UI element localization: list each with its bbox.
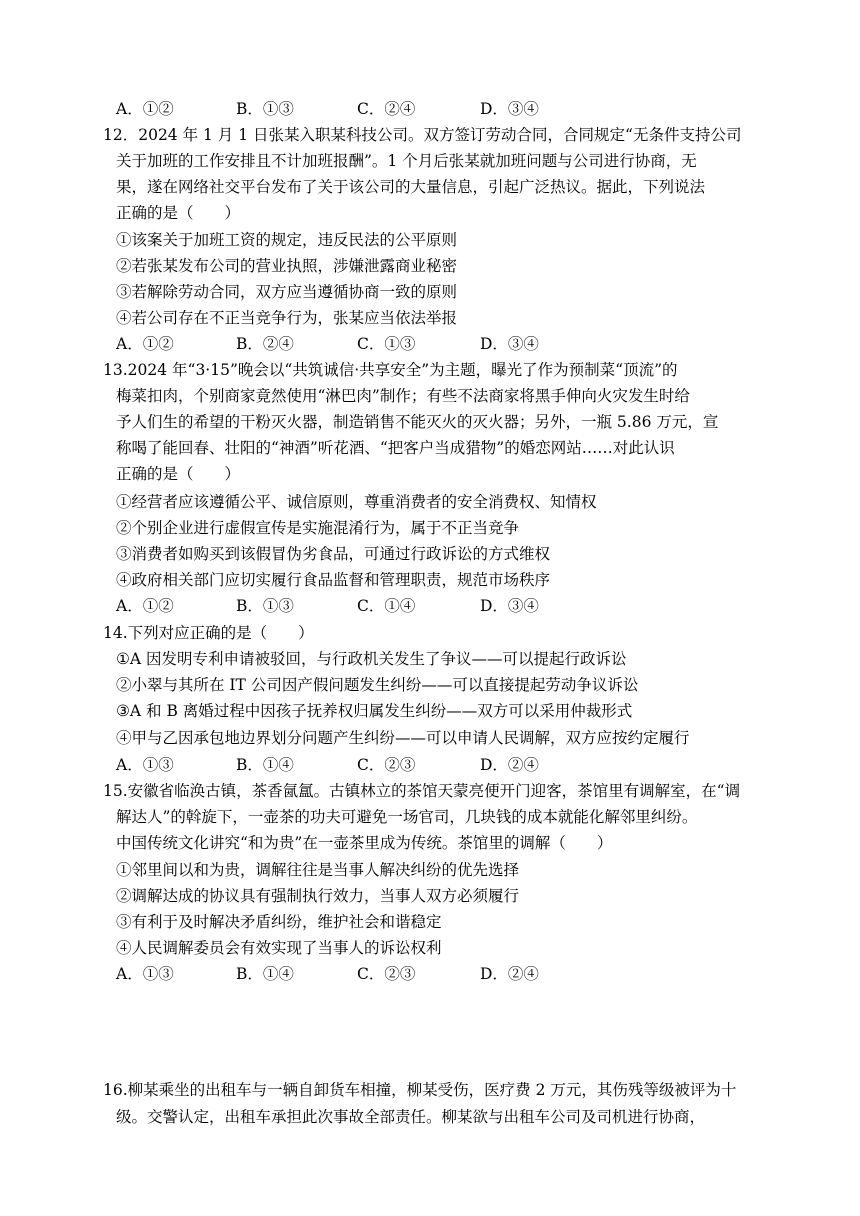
q12-stem-line: 关于加班的工作安排且不计加班报酬”。1 个月后张某就加班问题与公司进行协商，无	[116, 152, 697, 170]
q12-stem-line: 12．2024 年 1 月 1 日张某入职某科技公司。双方签订劳动合同，合同规定“无条件支持公司	[103, 126, 742, 144]
option-d: D．②④	[480, 756, 539, 774]
q15-stem-line: 中国传统文化讲究“和为贵”在一壶茶里成为传统。茶馆里的调解（ ）	[116, 834, 613, 852]
q12-item: ③若解除劳动合同，双方应当遵循协商一致的原则	[116, 283, 458, 301]
q14-item: ③A 和 B 离婚过程中因孩子抚养权归属发生纠纷——双方可以采用仲裁形式	[116, 702, 633, 720]
q12-item: ②若张某发布公司的营业执照，涉嫌泄露商业秘密	[116, 257, 458, 275]
option-c: C．②③	[357, 965, 416, 983]
option-c: C．②③	[357, 756, 416, 774]
option-b: B．①③	[236, 100, 294, 118]
q15-stem-line: 15.安徽省临涣古镇，茶香氤氲。古镇林立的茶馆天蒙亮便开门迎客，茶馆里有调解室，在“调	[103, 782, 741, 800]
q12-item: ④若公司存在不正当竞争行为，张某应当依法举报	[116, 309, 458, 327]
option-d: D．③④	[480, 100, 539, 118]
option-d: D．③④	[480, 597, 539, 615]
q15-item: ④人民调解委员会有效实现了当事人的诉讼权利	[116, 939, 442, 957]
q16-stem-line: 16.柳某乘坐的出租车与一辆自卸货车相撞，柳某受伤，医疗费 2 万元，其伤残等级被评为十	[103, 1081, 737, 1099]
option-b: B．②④	[236, 335, 294, 353]
option-a: A．①③	[116, 756, 174, 774]
option-b: B．①④	[236, 965, 294, 983]
q13-stem-line: 予人们生的希望的干粉灭火器，制造销售不能灭火的灭火器；另外，一瓶 5.86 万元，宣	[116, 413, 719, 431]
option-b: B．①③	[236, 597, 294, 615]
option-d: D．②④	[480, 965, 539, 983]
q13-item: ④政府相关部门应切实履行食品监督和管理职责，规范市场秩序	[116, 571, 551, 589]
q12-stem-line: 果，遂在网络社交平台发布了关于该公司的大量信息，引起广泛热议。据此，下列说法	[116, 178, 706, 196]
option-c: C．①④	[357, 597, 416, 615]
q13-stem-line: 13.2024 年“3·15”晚会以“共筑诚信·共享安全”为主题，曝光了作为预制菜“顶流”的	[103, 361, 678, 379]
q12-item: ①该案关于加班工资的规定，违反民法的公平原则	[116, 231, 458, 249]
q13-stem-line: 正确的是（ ）	[116, 465, 241, 483]
option-a: A．①②	[116, 100, 174, 118]
q15-item: ③有利于及时解决矛盾纠纷，维护社会和谐稳定	[116, 913, 442, 931]
option-a: A．①②	[116, 597, 174, 615]
q14-item: ①A 因发明专利申请被驳回，与行政机关发生了争议——可以提起行政诉讼	[116, 650, 627, 668]
option-a: A．①③	[116, 965, 174, 983]
q13-stem-line: 称喝了能回春、壮阳的“神酒”听花酒、“把客户当成猎物”的婚恋网站……对此认识	[116, 439, 675, 457]
option-c: C．①③	[357, 335, 416, 353]
q13-stem-line: 梅菜扣肉，个别商家竟然使用“淋巴肉”制作；有些不法商家将黑手伸向火灾发生时给	[116, 387, 690, 405]
option-c: C．②④	[357, 100, 416, 118]
q12-stem-line: 正确的是（ ）	[116, 204, 241, 222]
q15-stem-line: 解达人”的斡旋下，一壶茶的功夫可避免一场官司，几块钱的成本就能化解邻里纠纷。	[116, 808, 698, 826]
option-a: A．①②	[116, 335, 174, 353]
q13-item: ③消费者如购买到该假冒伪劣食品，可通过行政诉讼的方式维权	[116, 545, 551, 563]
option-b: B．①④	[236, 756, 294, 774]
q13-item: ①经营者应该遵循公平、诚信原则，尊重消费者的安全消费权、知情权	[116, 493, 597, 511]
q14-item: ②小翠与其所在 IT 公司因产假问题发生纠纷——可以直接提起劳动争议诉讼	[116, 676, 639, 694]
q13-item: ②个别企业进行虚假宣传是实施混淆行为，属于不正当竞争	[116, 519, 520, 537]
option-d: D．③④	[480, 335, 539, 353]
q15-item: ②调解达成的协议具有强制执行效力，当事人双方必须履行	[116, 887, 520, 905]
q15-item: ①邻里间以和为贵，调解往往是当事人解决纠纷的优先选择	[116, 861, 520, 879]
q14-stem-line: 14.下列对应正确的是（ ）	[103, 624, 314, 642]
q14-item: ④甲与乙因承包地边界划分问题产生纠纷——可以申请人民调解，双方应按约定履行	[116, 729, 690, 747]
q16-stem-line: 级。交警认定，出租车承担此次事故全部责任。柳某欲与出租车公司及司机进行协商，	[116, 1108, 706, 1126]
